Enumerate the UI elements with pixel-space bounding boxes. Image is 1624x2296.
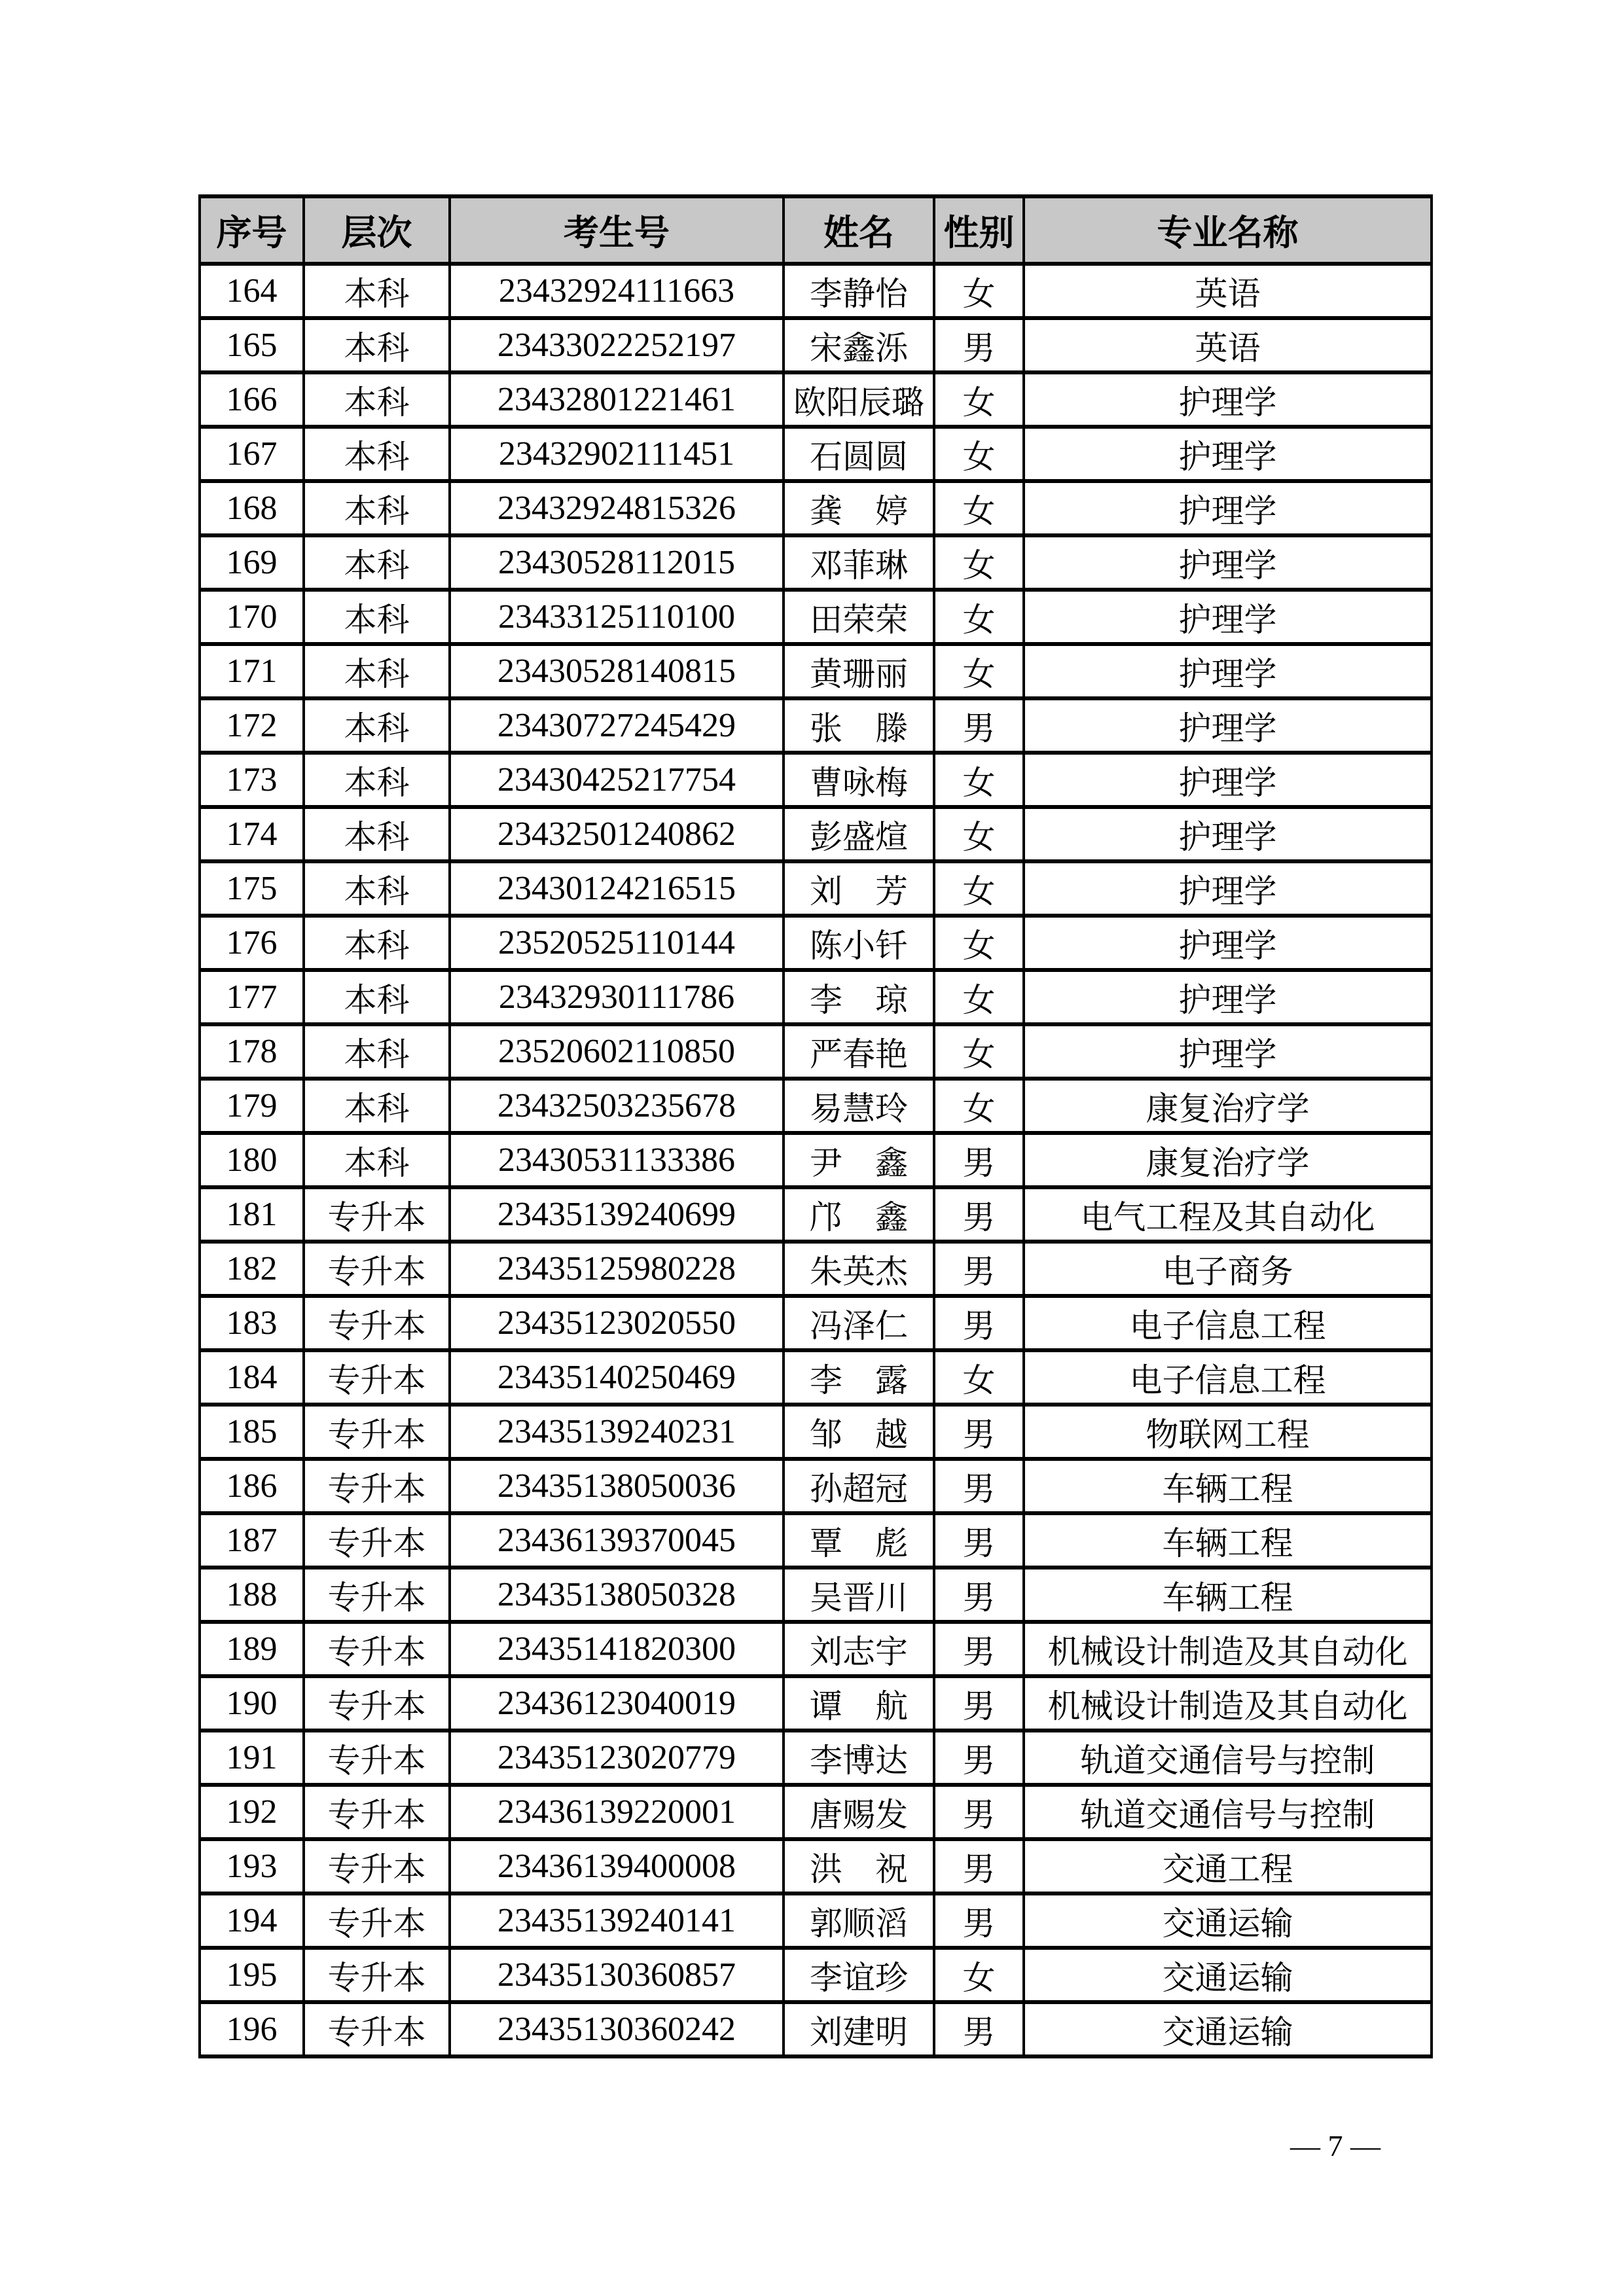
cell-index: 171	[200, 644, 304, 698]
cell-level: 本科	[304, 644, 450, 698]
cell-name: 邓菲琳	[784, 535, 934, 590]
cell-gender: 女	[934, 753, 1024, 807]
cell-major: 英语	[1024, 264, 1432, 318]
table-row	[200, 698, 1432, 753]
cell-exam-number: 23435139240141	[450, 1893, 784, 1948]
cell-gender: 女	[934, 427, 1024, 481]
cell-exam-number: 23436139220001	[450, 1785, 784, 1839]
cell-index: 165	[200, 318, 304, 372]
cell-exam-number: 23433022252197	[450, 318, 784, 372]
cell-name: 李 露	[784, 1350, 934, 1405]
table-row	[200, 1893, 1432, 1948]
cell-name: 李博达	[784, 1731, 934, 1785]
cell-exam-number: 23432902111451	[450, 427, 784, 481]
cell-major: 护理学	[1024, 590, 1432, 644]
cell-name: 邝 鑫	[784, 1187, 934, 1242]
cell-gender: 女	[934, 1350, 1024, 1405]
cell-major: 机械设计制造及其自动化	[1024, 1622, 1432, 1676]
cell-level: 专升本	[304, 1676, 450, 1731]
cell-exam-number: 23435130360242	[450, 2002, 784, 2056]
table-row	[200, 2002, 1432, 2056]
cell-exam-number: 23520525110144	[450, 916, 784, 970]
cell-major: 电子信息工程	[1024, 1350, 1432, 1405]
cell-name: 易慧玲	[784, 1079, 934, 1133]
cell-exam-number: 23430124216515	[450, 861, 784, 916]
cell-major: 车辆工程	[1024, 1568, 1432, 1622]
cell-exam-number: 23435138050036	[450, 1459, 784, 1513]
cell-exam-number: 23430425217754	[450, 753, 784, 807]
table-row	[200, 481, 1432, 535]
cell-gender: 女	[934, 861, 1024, 916]
cell-level: 专升本	[304, 1405, 450, 1459]
cell-level: 专升本	[304, 2002, 450, 2056]
cell-gender: 男	[934, 1459, 1024, 1513]
cell-level: 专升本	[304, 1622, 450, 1676]
cell-level: 专升本	[304, 1839, 450, 1893]
cell-major: 交通运输	[1024, 1948, 1432, 2002]
cell-index: 187	[200, 1513, 304, 1568]
cell-level: 本科	[304, 318, 450, 372]
table-row	[200, 1948, 1432, 2002]
cell-gender: 男	[934, 1676, 1024, 1731]
cell-index: 194	[200, 1893, 304, 1948]
cell-major: 护理学	[1024, 535, 1432, 590]
cell-major: 护理学	[1024, 807, 1432, 861]
cell-exam-number: 23430528112015	[450, 535, 784, 590]
cell-gender: 女	[934, 481, 1024, 535]
cell-index: 173	[200, 753, 304, 807]
cell-exam-number: 23430528140815	[450, 644, 784, 698]
cell-exam-number: 23432924815326	[450, 481, 784, 535]
cell-index: 172	[200, 698, 304, 753]
cell-major: 护理学	[1024, 644, 1432, 698]
cell-index: 177	[200, 970, 304, 1024]
col-header-name: 姓名	[784, 196, 934, 264]
cell-exam-number: 23430531133386	[450, 1133, 784, 1187]
cell-level: 专升本	[304, 1893, 450, 1948]
cell-major: 护理学	[1024, 427, 1432, 481]
cell-exam-number: 23436123040019	[450, 1676, 784, 1731]
page-number: — 7 —	[1290, 2129, 1380, 2162]
col-header-exam-number: 考生号	[450, 196, 784, 264]
cell-major: 轨道交通信号与控制	[1024, 1731, 1432, 1785]
cell-major: 电子信息工程	[1024, 1296, 1432, 1350]
cell-major: 交通运输	[1024, 1893, 1432, 1948]
cell-exam-number: 23435130360857	[450, 1948, 784, 2002]
cell-level: 本科	[304, 807, 450, 861]
cell-gender: 男	[934, 1893, 1024, 1948]
admission-roster-table	[198, 194, 1433, 2058]
cell-exam-number: 23435141820300	[450, 1622, 784, 1676]
cell-name: 刘 芳	[784, 861, 934, 916]
cell-index: 179	[200, 1079, 304, 1133]
table-row	[200, 916, 1432, 970]
cell-gender: 男	[934, 1513, 1024, 1568]
table-row	[200, 1024, 1432, 1079]
cell-name: 覃 彪	[784, 1513, 934, 1568]
table-row	[200, 970, 1432, 1024]
cell-name: 唐赐发	[784, 1785, 934, 1839]
cell-exam-number: 23432930111786	[450, 970, 784, 1024]
cell-major: 护理学	[1024, 916, 1432, 970]
cell-exam-number: 23432801221461	[450, 372, 784, 427]
cell-name: 刘志宇	[784, 1622, 934, 1676]
cell-name: 石圆圆	[784, 427, 934, 481]
cell-gender: 男	[934, 1405, 1024, 1459]
cell-name: 李静怡	[784, 264, 934, 318]
cell-index: 188	[200, 1568, 304, 1622]
table-row	[200, 372, 1432, 427]
cell-gender: 女	[934, 535, 1024, 590]
cell-level: 本科	[304, 264, 450, 318]
table-row	[200, 1622, 1432, 1676]
cell-major: 护理学	[1024, 698, 1432, 753]
cell-index: 169	[200, 535, 304, 590]
cell-major: 护理学	[1024, 1024, 1432, 1079]
cell-level: 本科	[304, 753, 450, 807]
cell-level: 专升本	[304, 1513, 450, 1568]
cell-gender: 男	[934, 1187, 1024, 1242]
cell-exam-number: 23520602110850	[450, 1024, 784, 1079]
cell-name: 彭盛煊	[784, 807, 934, 861]
cell-level: 本科	[304, 916, 450, 970]
cell-name: 谭 航	[784, 1676, 934, 1731]
cell-level: 专升本	[304, 1948, 450, 2002]
cell-major: 轨道交通信号与控制	[1024, 1785, 1432, 1839]
cell-index: 164	[200, 264, 304, 318]
cell-gender: 女	[934, 590, 1024, 644]
cell-major: 护理学	[1024, 753, 1432, 807]
cell-gender: 男	[934, 1785, 1024, 1839]
cell-major: 英语	[1024, 318, 1432, 372]
cell-name: 李 琼	[784, 970, 934, 1024]
table-row	[200, 1839, 1432, 1893]
col-header-gender: 性别	[934, 196, 1024, 264]
cell-gender: 男	[934, 1622, 1024, 1676]
cell-level: 专升本	[304, 1568, 450, 1622]
cell-level: 本科	[304, 1133, 450, 1187]
cell-name: 吴晋川	[784, 1568, 934, 1622]
cell-index: 180	[200, 1133, 304, 1187]
cell-level: 专升本	[304, 1296, 450, 1350]
cell-level: 本科	[304, 1079, 450, 1133]
cell-index: 196	[200, 2002, 304, 2056]
cell-level: 本科	[304, 970, 450, 1024]
cell-exam-number: 23433125110100	[450, 590, 784, 644]
cell-index: 189	[200, 1622, 304, 1676]
table-row	[200, 427, 1432, 481]
cell-index: 181	[200, 1187, 304, 1242]
cell-index: 174	[200, 807, 304, 861]
cell-major: 护理学	[1024, 861, 1432, 916]
cell-major: 交通工程	[1024, 1839, 1432, 1893]
cell-level: 本科	[304, 698, 450, 753]
cell-exam-number: 23436139400008	[450, 1839, 784, 1893]
cell-index: 170	[200, 590, 304, 644]
cell-major: 物联网工程	[1024, 1405, 1432, 1459]
cell-exam-number: 23436139370045	[450, 1513, 784, 1568]
table-row	[200, 535, 1432, 590]
cell-level: 本科	[304, 535, 450, 590]
cell-name: 严春艳	[784, 1024, 934, 1079]
cell-exam-number: 23430727245429	[450, 698, 784, 753]
table-row	[200, 1350, 1432, 1405]
table-row	[200, 1676, 1432, 1731]
table-row	[200, 1187, 1432, 1242]
cell-gender: 男	[934, 1133, 1024, 1187]
cell-exam-number: 23435123020779	[450, 1731, 784, 1785]
cell-level: 本科	[304, 590, 450, 644]
cell-level: 专升本	[304, 1785, 450, 1839]
cell-name: 郭顺滔	[784, 1893, 934, 1948]
table-body	[200, 264, 1432, 2056]
cell-index: 178	[200, 1024, 304, 1079]
cell-gender: 女	[934, 916, 1024, 970]
cell-index: 184	[200, 1350, 304, 1405]
cell-gender: 女	[934, 970, 1024, 1024]
cell-gender: 女	[934, 807, 1024, 861]
cell-exam-number: 23435140250469	[450, 1350, 784, 1405]
cell-major: 车辆工程	[1024, 1459, 1432, 1513]
cell-gender: 男	[934, 698, 1024, 753]
cell-major: 护理学	[1024, 372, 1432, 427]
cell-index: 168	[200, 481, 304, 535]
cell-major: 护理学	[1024, 481, 1432, 535]
cell-name: 龚 婷	[784, 481, 934, 535]
cell-name: 曹咏梅	[784, 753, 934, 807]
table-row	[200, 861, 1432, 916]
cell-exam-number: 23432501240862	[450, 807, 784, 861]
cell-level: 本科	[304, 861, 450, 916]
cell-index: 167	[200, 427, 304, 481]
cell-exam-number: 23435139240231	[450, 1405, 784, 1459]
cell-major: 康复治疗学	[1024, 1133, 1432, 1187]
cell-exam-number: 23432503235678	[450, 1079, 784, 1133]
cell-exam-number: 23435139240699	[450, 1187, 784, 1242]
cell-name: 尹 鑫	[784, 1133, 934, 1187]
cell-name: 李谊珍	[784, 1948, 934, 2002]
cell-gender: 女	[934, 1024, 1024, 1079]
table-row	[200, 1731, 1432, 1785]
cell-index: 195	[200, 1948, 304, 2002]
cell-gender: 男	[934, 2002, 1024, 2056]
cell-name: 洪 祝	[784, 1839, 934, 1893]
cell-exam-number: 23435125980228	[450, 1242, 784, 1296]
cell-name: 邹 越	[784, 1405, 934, 1459]
cell-gender: 女	[934, 264, 1024, 318]
table-row	[200, 1242, 1432, 1296]
cell-gender: 男	[934, 1839, 1024, 1893]
table-row	[200, 753, 1432, 807]
cell-level: 专升本	[304, 1187, 450, 1242]
cell-index: 190	[200, 1676, 304, 1731]
cell-level: 专升本	[304, 1242, 450, 1296]
cell-major: 康复治疗学	[1024, 1079, 1432, 1133]
cell-name: 欧阳辰璐	[784, 372, 934, 427]
cell-level: 本科	[304, 372, 450, 427]
cell-name: 陈小钎	[784, 916, 934, 970]
cell-index: 193	[200, 1839, 304, 1893]
cell-major: 交通运输	[1024, 2002, 1432, 2056]
cell-index: 185	[200, 1405, 304, 1459]
cell-name: 冯泽仁	[784, 1296, 934, 1350]
col-header-major: 专业名称	[1024, 196, 1432, 264]
cell-name: 朱英杰	[784, 1242, 934, 1296]
cell-exam-number: 23435123020550	[450, 1296, 784, 1350]
cell-gender: 女	[934, 644, 1024, 698]
table-row	[200, 1568, 1432, 1622]
cell-gender: 男	[934, 1296, 1024, 1350]
cell-major: 车辆工程	[1024, 1513, 1432, 1568]
cell-index: 191	[200, 1731, 304, 1785]
cell-index: 183	[200, 1296, 304, 1350]
cell-gender: 女	[934, 372, 1024, 427]
cell-index: 186	[200, 1459, 304, 1513]
cell-major: 护理学	[1024, 970, 1432, 1024]
cell-index: 176	[200, 916, 304, 970]
table-row	[200, 1079, 1432, 1133]
table-row	[200, 1785, 1432, 1839]
cell-name: 孙超冠	[784, 1459, 934, 1513]
cell-major: 电子商务	[1024, 1242, 1432, 1296]
header-row	[200, 196, 1432, 264]
table-row	[200, 1296, 1432, 1350]
cell-index: 175	[200, 861, 304, 916]
table-row	[200, 1459, 1432, 1513]
cell-major: 机械设计制造及其自动化	[1024, 1676, 1432, 1731]
cell-gender: 女	[934, 1948, 1024, 2002]
cell-major: 电气工程及其自动化	[1024, 1187, 1432, 1242]
cell-gender: 男	[934, 1568, 1024, 1622]
cell-name: 张 滕	[784, 698, 934, 753]
cell-level: 本科	[304, 481, 450, 535]
cell-exam-number: 23432924111663	[450, 264, 784, 318]
table-row	[200, 318, 1432, 372]
cell-name: 刘建明	[784, 2002, 934, 2056]
col-header-level: 层次	[304, 196, 450, 264]
table-row	[200, 644, 1432, 698]
cell-gender: 男	[934, 318, 1024, 372]
table-row	[200, 590, 1432, 644]
table-row	[200, 264, 1432, 318]
table-row	[200, 1513, 1432, 1568]
table-row	[200, 1405, 1432, 1459]
cell-index: 182	[200, 1242, 304, 1296]
cell-level: 本科	[304, 427, 450, 481]
cell-name: 宋鑫泺	[784, 318, 934, 372]
cell-level: 专升本	[304, 1459, 450, 1513]
cell-level: 专升本	[304, 1350, 450, 1405]
cell-gender: 男	[934, 1242, 1024, 1296]
cell-index: 192	[200, 1785, 304, 1839]
col-header-index: 序号	[200, 196, 304, 264]
table-row	[200, 1133, 1432, 1187]
table-row	[200, 807, 1432, 861]
cell-level: 专升本	[304, 1731, 450, 1785]
cell-name: 黄珊丽	[784, 644, 934, 698]
cell-gender: 女	[934, 1079, 1024, 1133]
cell-name: 田荣荣	[784, 590, 934, 644]
cell-level: 本科	[304, 1024, 450, 1079]
cell-index: 166	[200, 372, 304, 427]
cell-exam-number: 23435138050328	[450, 1568, 784, 1622]
cell-gender: 男	[934, 1731, 1024, 1785]
